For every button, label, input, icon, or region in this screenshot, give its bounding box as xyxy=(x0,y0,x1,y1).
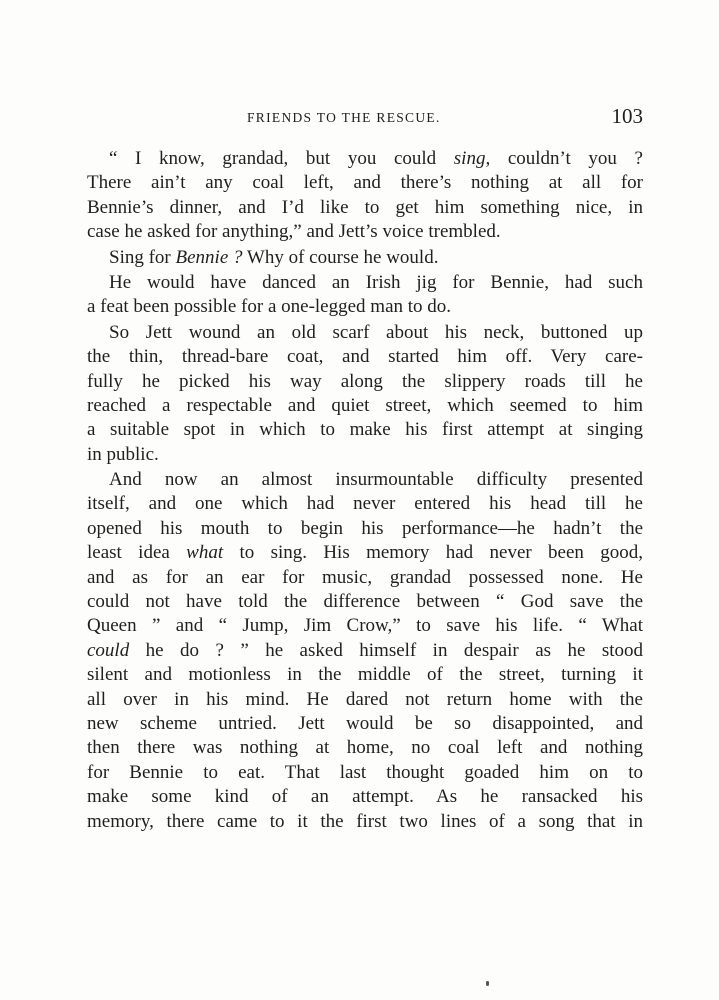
text-segment: silent and motionless in the middle of the street, turning it xyxy=(87,664,643,686)
text-segment: could not have told the difference between “ God save the xyxy=(87,591,643,613)
text-segment: the thin, thread-bare coat, and started him off. Very care- xyxy=(87,346,643,368)
text-segment: Why of course he would. xyxy=(242,246,439,268)
text-line xyxy=(87,688,643,712)
text-line xyxy=(87,196,643,220)
text-line xyxy=(87,566,643,590)
italic-text: what xyxy=(186,542,224,564)
italic-text: Bennie ? xyxy=(175,246,243,268)
text-line xyxy=(87,394,643,418)
text-segment: a suitable spot in which to make his first attempt at singing xyxy=(87,419,643,441)
text-line xyxy=(87,295,643,319)
text-line xyxy=(87,517,643,541)
text-segment: He would have danced an Irish jig for Bennie, had such xyxy=(109,271,643,293)
italic-text: sing, xyxy=(453,148,491,169)
text-line xyxy=(87,810,643,834)
text-line xyxy=(87,639,643,663)
text-line xyxy=(87,736,643,760)
text-line xyxy=(87,590,643,614)
text-line xyxy=(87,761,643,785)
chapter-title: FRIENDS TO THE RESCUE. xyxy=(247,110,441,125)
text-line xyxy=(87,614,643,638)
text-segment: itself, and one which had never entered his head till he xyxy=(87,493,643,515)
text-segment: memory, there came to it the first two lines of a song that in xyxy=(87,810,643,832)
text-line xyxy=(87,345,643,369)
text-segment: Bennie’s dinner, and I’d like to get him something nice, in xyxy=(87,196,643,218)
text-line xyxy=(87,271,643,295)
text-segment: for Bennie to eat. That last thought goaded him on to xyxy=(87,761,643,783)
text-segment: So Jett wound an old scarf about his neck, buttoned up xyxy=(109,321,643,343)
text-segment: There ain’t any coal left, and there’s nothing at all for xyxy=(87,172,643,194)
text-segment: least idea xyxy=(87,542,187,564)
text-line xyxy=(87,147,643,171)
text-segment: and as for an ear for music, grandad possessed none. He xyxy=(87,566,643,588)
text-segment: a feat been possible for a one-legged man to do. xyxy=(87,296,452,318)
text-segment: opened his mouth to begin his performance—he hadn’t the xyxy=(87,517,643,539)
ink-speck xyxy=(486,981,489,986)
text-segment: all over in his mind. He dared not return home with the xyxy=(87,688,643,710)
text-line xyxy=(87,541,643,565)
page-number: 103 xyxy=(611,104,643,128)
text-line xyxy=(87,246,643,270)
text-line xyxy=(87,443,643,467)
text-line xyxy=(87,712,643,736)
running-head xyxy=(87,104,643,134)
text-segment: then there was nothing at home, no coal left and nothing xyxy=(87,737,643,759)
text-segment: in public. xyxy=(87,443,159,465)
text-line xyxy=(87,220,643,244)
text-segment: make some kind of an attempt. As he ransacked his xyxy=(87,786,643,808)
text-segment: And now an almost insurmountable difficulty presented xyxy=(109,469,643,491)
text-line xyxy=(87,171,643,195)
text-segment: new scheme untried. Jett would be so disappointed, and xyxy=(87,712,643,734)
italic-text: could xyxy=(87,639,130,661)
body-text xyxy=(87,147,643,834)
text-segment: “ I know, grandad, but you could xyxy=(109,148,454,169)
text-line xyxy=(87,418,643,442)
text-segment: to sing. His memory had never been good, xyxy=(223,542,644,564)
text-segment: Queen ” and “ Jump, Jim Crow,” to save his life. “ What xyxy=(87,615,643,637)
text-line xyxy=(87,321,643,345)
text-line xyxy=(87,785,643,809)
text-segment: Sing for xyxy=(109,246,176,268)
text-segment: he do ? ” he asked himself in despair as he stood xyxy=(129,639,643,661)
text-segment: reached a respectable and quiet street, which seemed to him xyxy=(87,394,643,416)
text-segment: case he asked for anything,” and Jett’s voice trembled. xyxy=(87,221,501,243)
text-line xyxy=(87,492,643,516)
text-line xyxy=(87,468,643,492)
text-segment: couldn’t you ? xyxy=(490,148,643,169)
text-line xyxy=(87,370,643,394)
text-segment: fully he picked his way along the slippery roads till he xyxy=(87,370,643,392)
text-line xyxy=(87,663,643,687)
